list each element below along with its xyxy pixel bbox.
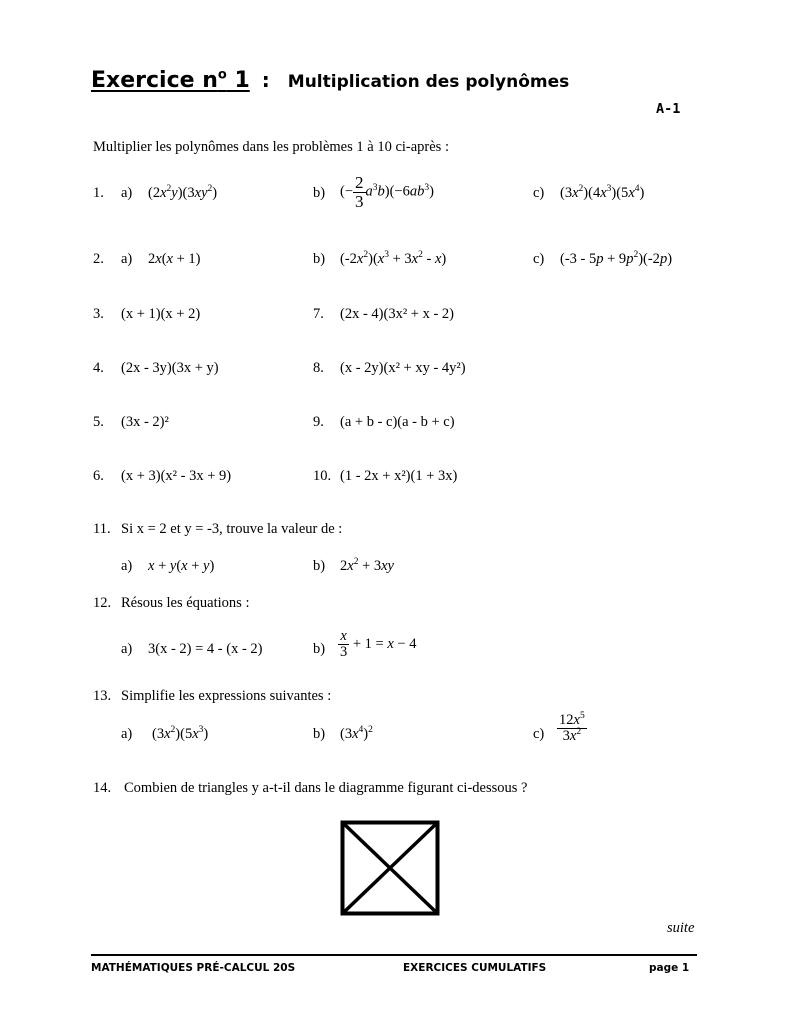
question-14-number: 14.	[93, 780, 112, 796]
problem-10-number: 10.	[313, 468, 332, 484]
problem-2b-label: b)	[313, 251, 326, 267]
title-text: Exercice $n^o$ 1	[91, 68, 250, 94]
problem-2b-expr: $(-2x^2)(x^3 + 3x^2 - x)$	[340, 250, 447, 267]
question-13a-expr: $(3x^2)(5x^3)$	[152, 725, 209, 742]
footer-rule	[91, 954, 697, 956]
title-subtitle: Multiplication des polynômes	[287, 72, 570, 93]
problem-1-number: 1.	[93, 185, 104, 201]
problem-1a-label: a)	[121, 185, 133, 201]
question-13a-label: a)	[121, 726, 133, 742]
question-13c-label: c)	[533, 726, 545, 742]
question-12-text: Résous les équations :	[121, 595, 250, 611]
question-11b-label: b)	[313, 558, 326, 574]
continued-label: suite	[667, 920, 695, 936]
question-13b-label: b)	[313, 726, 326, 742]
problem-2-number: 2.	[93, 251, 104, 267]
question-11a-expr: x + y(x + y)	[148, 558, 215, 574]
question-11a-label: a)	[121, 558, 133, 574]
question-12a-expr: 3(x - 2) = 4 - (x - 2)	[148, 641, 263, 657]
problem-6-expr: (x + 3)(x² - 3x + 9)	[121, 468, 232, 484]
problem-2a-label: a)	[121, 251, 133, 267]
question-11-number: 11.	[93, 521, 111, 537]
question-11-text: Si x = 2 et y = -3, trouve la valeur de :	[121, 521, 343, 537]
question-13c-expr: $\frac{12x^5}{3x^2}$	[559, 711, 585, 745]
question-11b-expr: $2x^2 + 3xy$	[340, 557, 394, 574]
problem-2c-label: c)	[533, 251, 545, 267]
question-12b-label: b)	[313, 641, 326, 657]
problem-9-number: 9.	[313, 414, 324, 430]
sheet-code: A-1	[656, 101, 681, 117]
question-13b-expr: $(3x^4)^2$	[340, 725, 373, 742]
problem-5-number: 5.	[93, 414, 104, 430]
problem-10-expr: (1 - 2x + x²)(1 + 3x)	[340, 468, 458, 484]
footer-section: EXERCICES CUMULATIFS	[403, 962, 547, 974]
title-colon: :	[261, 68, 270, 93]
problem-1c-label: c)	[533, 185, 545, 201]
problem-6-number: 6.	[93, 468, 104, 484]
triangle-diagram	[340, 820, 440, 916]
question-12-number: 12.	[93, 595, 112, 611]
problem-7-number: 7.	[313, 306, 324, 322]
problem-1b-expr: (− $\frac{2}{3}$ $a^3b)(-6ab^3)$	[340, 173, 434, 211]
question-13-text: Simplifie les expressions suivantes :	[121, 688, 332, 704]
problem-8-expr: (x - 2y)(x² + xy - 4y²)	[340, 360, 466, 376]
problem-1b-label: b)	[313, 185, 326, 201]
instruction: Multiplier les polynômes dans les problèmes 1 à 10 ci-après :	[93, 139, 449, 155]
question-12a-label: a)	[121, 641, 133, 657]
question-12b-expr: $\frac{x}{3}$ + 1 = x − 4	[340, 628, 417, 661]
problem-1a-expr: $(2x^2y)(3xy^2)$	[148, 184, 218, 201]
problem-5-expr: (3x - 2)²	[121, 414, 169, 430]
footer-page-number: page 1	[649, 962, 690, 974]
problem-8-number: 8.	[313, 360, 324, 376]
problem-3-expr: (x + 1)(x + 2)	[121, 306, 201, 322]
problem-7-expr: (2x - 4)(3x² + x - 2)	[340, 306, 454, 322]
problem-2a-expr: 2x(x + 1)	[148, 251, 201, 267]
problem-4-expr: (2x - 3y)(3x + y)	[121, 360, 219, 376]
problem-3-number: 3.	[93, 306, 104, 322]
question-14-text: Combien de triangles y a-t-il dans le diagramme figurant ci-dessous ?	[124, 780, 528, 796]
problem-4-number: 4.	[93, 360, 104, 376]
page-title	[91, 68, 569, 93]
question-13-number: 13.	[93, 688, 112, 704]
problem-1c-expr: $(3x^2)(4x^3)(5x^4)$	[560, 184, 645, 201]
footer-course: MATHÉMATIQUES PRÉ-CALCUL 20S	[91, 962, 296, 974]
problem-2c-expr: $(-3 - 5p + 9p^2)(-2p)$	[560, 250, 673, 267]
problem-9-expr: (a + b - c)(a - b + c)	[340, 414, 455, 430]
